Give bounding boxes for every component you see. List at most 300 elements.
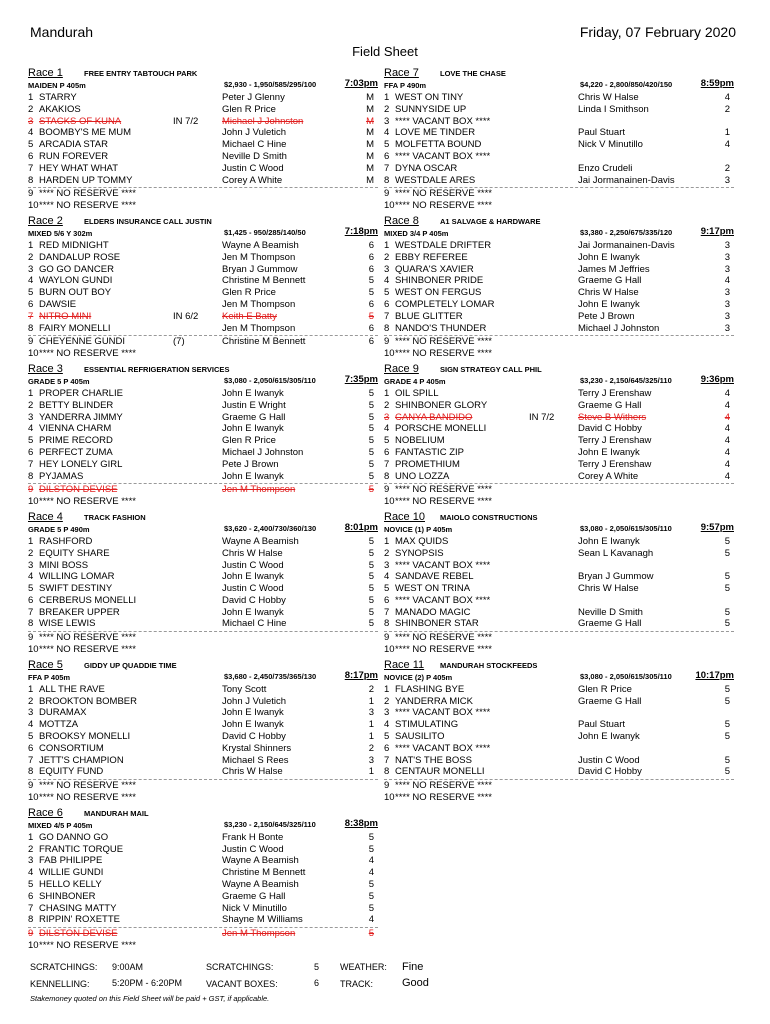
trainer-name: John E Iwanyk [222,470,284,482]
race-header [384,658,734,684]
greyhound-name: AKAKIOS [39,103,81,115]
trainer-name: John J Vuletich [222,127,287,139]
greyhound-name: **** NO RESERVE **** [39,200,136,212]
greyhound-name: FANTASTIC ZIP [395,446,464,458]
greyhound-name: MINI BOSS [39,559,89,571]
greyhound-name: CENTAUR MONELLI [395,766,485,778]
entry-row [384,743,734,755]
entry-row [384,696,734,708]
greyhound-name: **** NO RESERVE **** [39,496,136,508]
entry-row [28,928,378,940]
prior-box: 4 [724,387,730,399]
greyhound-name: **** VACANT BOX **** [395,115,491,127]
race-header [28,658,378,684]
entry-row [384,707,734,719]
entry-row [384,287,734,299]
prior-box: 5 [368,594,374,606]
box-number: 7 [28,606,34,618]
race-time: 8:01pm [344,521,378,533]
greyhound-name: YANDERRA MICK [395,695,473,707]
entry-row [28,175,378,187]
race-time: 9:36pm [700,373,734,385]
entry-row [384,471,734,483]
race-stake: $3,080 - 2,050/615/305/110 [580,671,672,681]
entry-row [28,287,378,299]
prior-box: 4 [724,411,730,423]
trainer-name: Michael J Johnston [222,115,304,127]
trainer-name: Glen R Price [222,103,276,115]
prior-box: 4 [724,139,730,151]
entry-row [384,560,734,572]
greyhound-name: UNO LOZZA [395,470,450,482]
race-class: MIXED 5/6 Y 302m [28,228,93,238]
entry-row [384,188,734,200]
race-header [28,214,378,240]
entry-row [384,755,734,767]
box-number: 2 [28,399,34,411]
box-number: 9 [384,780,390,792]
trainer-name: Paul Stuart [578,127,625,139]
box-number: 3 [384,263,390,275]
box-number: 3 [384,411,390,423]
box-number: 10 [28,940,39,952]
entry-row [384,644,734,656]
prior-box: M [366,103,374,115]
entry-row [28,388,378,400]
trainer-name: Jen M Thompson [222,484,296,496]
box-number: 2 [28,695,34,707]
trainer-name: Graeme G Hall [578,695,642,707]
greyhound-name: DAWSIE [39,298,77,310]
entry-row [28,92,378,104]
box-number: 9 [384,484,390,496]
race-number: Race 11 [384,658,425,671]
box-number: 9 [384,336,390,348]
box-number: 3 [28,707,34,719]
entry-row [28,618,378,630]
trainer-name: Graeme G Hall [578,618,642,630]
prior-box: 4 [724,458,730,470]
race-sponsor: ESSENTIAL REFRIGERATION SERVICES [84,364,230,374]
prior-box: 5 [368,890,374,902]
race-header [384,362,734,388]
entry-row [28,200,378,212]
entry-row [384,536,734,548]
prior-box: 6 [368,251,374,263]
prior-box: 6 [368,336,374,348]
race-class: MAIDEN P 405m [28,81,86,90]
prior-box: 1 [368,766,374,778]
box-number: 6 [28,742,34,754]
trainer-name: Chris W Halse [578,92,639,103]
greyhound-name: MAX QUIDS [395,535,449,547]
box-number: 2 [384,251,390,263]
box-number: 10 [28,496,39,508]
box-number: 2 [28,251,34,263]
box-number: 5 [28,139,34,151]
prior-box: 5 [368,547,374,559]
box-number: 7 [384,162,390,174]
entry-row [384,607,734,619]
box-number: 4 [28,867,34,879]
entry-row [384,766,734,778]
entry-row [28,632,378,644]
box-number: 7 [384,310,390,322]
race-class: GRADE 4 P 405m [384,376,446,386]
trainer-name: Neville D Smith [578,606,643,618]
box-number: 7 [28,310,34,322]
greyhound-name: BROOKSY MONELLI [39,731,131,743]
prior-box: 4 [368,855,374,867]
trainer-name: Bryan J Gummow [222,263,298,275]
greyhound-name: WEST ON FERGUS [395,287,482,299]
race-stake: $3,230 - 2,150/645/325/110 [224,819,316,829]
greyhound-name: BETTY BLINDER [39,399,114,411]
greyhound-name: FRANTIC TORQUE [39,843,124,855]
greyhound-name: CANYA BANDIDO [395,411,473,423]
box-number: 7 [28,162,34,174]
trainer-name: David C Hobby [222,731,286,743]
trainer-name: Justin C Wood [222,559,284,571]
greyhound-name: CONSORTIUM [39,742,104,754]
greyhound-name: OIL SPILL [395,387,439,399]
entry-row [28,755,378,767]
greyhound-name: FLASHING BYE [395,683,465,695]
box-number: 4 [28,275,34,287]
entry-row [384,731,734,743]
greyhound-name: **** NO RESERVE **** [395,780,492,792]
entry-row [28,914,378,926]
greyhound-name: NITRO MINI [39,310,92,322]
race-header [28,362,378,388]
greyhound-name: WILLING LOMAR [39,571,115,583]
box-number: 1 [28,92,34,103]
race-block [28,806,378,952]
race-stake: $3,380 - 2,250/675/335/120 [580,227,673,237]
greyhound-name: CHEYENNE GUNDI [39,336,126,348]
entry-row [28,188,378,200]
greyhound-name: EBBY REFEREE [395,251,468,263]
greyhound-name: WEST ON TRINA [395,583,471,595]
trainer-name: John E Iwanyk [578,251,640,263]
prior-box: 2 [724,103,730,115]
box-number: 1 [384,239,390,251]
race-date: Friday, 07 February 2020 [579,24,736,40]
race-sponsor: GIDDY UP QUADDIE TIME [84,660,177,670]
entry-row [384,484,734,496]
greyhound-name: SUNNYSIDE UP [395,103,467,115]
entries-list [28,684,378,804]
trainer-name: Michael C Hine [222,618,287,630]
trainer-name: John E Iwanyk [578,535,640,547]
box-number: 6 [28,298,34,310]
trainer-name: Michael S Rees [222,754,289,766]
greyhound-name: **** VACANT BOX **** [395,594,491,606]
entry-row [28,879,378,891]
race-stake: $3,620 - 2,400/730/360/130 [224,523,317,533]
trainer-name: Michael J Johnston [222,446,304,458]
box-number: 10 [28,792,39,804]
greyhound-name: ARCADIA STAR [39,139,108,151]
greyhound-name: MOLFETTA BOUND [395,139,482,151]
trainer-name: Terry J Erenshaw [578,435,652,447]
entry-row [28,252,378,264]
race-number: Race 8 [384,214,419,227]
box-number: 7 [28,902,34,914]
greyhound-name: NAT'S THE BOSS [395,754,472,766]
greyhound-name: BURN OUT BOY [39,287,112,299]
prior-box: 5 [368,606,374,618]
entry-row [28,780,378,792]
entries-list [28,832,378,952]
prior-box: 4 [724,423,730,435]
box-number: 4 [384,127,390,139]
trainer-name: Pete J Brown [222,458,279,470]
box-number: 10 [384,792,395,804]
entry-row [28,471,378,483]
race-stake: $1,425 - 950/285/140/50 [224,227,306,237]
prior-box: 3 [724,310,730,322]
greyhound-name: HELLO KELLY [39,879,102,891]
entry-row [384,684,734,696]
greyhound-name: SYNOPSIS [395,547,444,559]
race-block [384,510,734,656]
box-number: 2 [384,399,390,411]
trainer-name: Nick V Minutillo [222,902,287,914]
trainer-name: Michael C Hine [222,139,287,151]
entry-row [28,903,378,915]
trainer-name: John E Iwanyk [222,719,284,731]
trainer-name: Graeme G Hall [222,890,286,902]
kennelling-label: KENNELLING: [30,979,90,989]
prior-box: 6 [368,239,374,251]
trainer-name: Justin E Wright [222,399,286,411]
greyhound-name: **** NO RESERVE **** [39,632,136,644]
entry-row [384,252,734,264]
box-number: 2 [28,547,34,559]
entry-row [28,571,378,583]
box-number: 8 [28,914,34,926]
trainer-name: Terry J Erenshaw [578,387,652,399]
prior-box: 5 [724,535,730,547]
race-time: 8:17pm [344,669,378,681]
entry-row [28,484,378,496]
prior-box: 6 [368,263,374,275]
trainer-name: Christine M Bennett [222,867,306,879]
box-number: 3 [384,707,390,719]
trainer-name: Glen R Price [222,287,276,299]
sheet-title: Field Sheet [352,44,418,59]
entry-row [384,92,734,104]
prior-box: 2 [368,742,374,754]
greyhound-name: DILSTON DEVISE [39,484,118,496]
box-number: 3 [384,115,390,127]
entry-row [28,684,378,696]
trainer-name: Justin C Wood [222,162,284,174]
track-label: TRACK: [340,979,374,989]
entry-row [28,240,378,252]
race-number: Race 10 [384,510,425,523]
trainer-name: Wayne A Beamish [222,855,299,867]
race-time: 9:57pm [700,521,734,533]
greyhound-name: WAYLON GUNDI [39,275,113,287]
entry-row [384,104,734,116]
box-number: 1 [384,683,390,695]
entries-list [28,536,378,656]
box-number: 9 [28,336,34,348]
entry-row [384,792,734,804]
prior-box: 1 [724,127,730,139]
greyhound-name: MOTTZA [39,719,79,731]
prior-box: 5 [724,731,730,743]
race-class: NOVICE (1) P 405m [384,524,453,534]
greyhound-name: **** NO RESERVE **** [395,632,492,644]
box-number: 1 [384,92,390,103]
greyhound-name: **** NO RESERVE **** [39,644,136,656]
race-stake: $3,080 - 2,050/615/305/110 [580,523,672,533]
greyhound-name: **** NO RESERVE **** [395,792,492,804]
entry-row [28,459,378,471]
race-class: GRADE 5 P 490m [28,524,90,534]
entry-row [28,116,378,128]
box-number: 5 [28,879,34,891]
greyhound-name: DANDALUP ROSE [39,251,121,263]
trainer-name: Chris W Halse [578,287,639,299]
trainer-name: John E Iwanyk [578,446,640,458]
track-value: Good [402,977,429,989]
prior-box: 3 [724,322,730,334]
greyhound-name: **** NO RESERVE **** [39,348,136,360]
prior-box: 5 [368,843,374,855]
prior-box: 5 [368,446,374,458]
trainer-name: Wayne A Beamish [222,879,299,891]
trainer-name: Enzo Crudeli [578,162,633,174]
race-sponsor: ELDERS INSURANCE CALL JUSTIN [84,216,212,226]
prior-box: 4 [724,92,730,103]
box-number: 5 [28,287,34,299]
entry-row [384,548,734,560]
trainer-name: Jen M Thompson [222,251,296,263]
trainer-name: Corey A White [222,174,283,186]
trainer-name: Jen M Thompson [222,322,296,334]
prior-box: 5 [724,547,730,559]
box-number: 3 [384,559,390,571]
box-number: 9 [28,188,34,200]
box-number: 9 [28,632,34,644]
trainer-name: John J Vuletich [222,695,287,707]
race-class: FFA P 405m [28,672,71,682]
trainer-name: Corey A White [578,470,639,482]
race-time: 10:17pm [695,669,734,681]
prior-box: 3 [724,287,730,299]
trainer-name: Linda I Smithson [578,103,649,115]
greyhound-name: **** VACANT BOX **** [395,742,491,754]
entry-row [384,139,734,151]
trainer-name: Christine M Bennett [222,336,306,348]
prior-box: 5 [724,683,730,695]
trainer-name: Justin C Wood [222,843,284,855]
box-number: 1 [384,535,390,547]
vacant-boxes-count: 6 [314,978,320,988]
prior-box: 5 [368,618,374,630]
entry-row [384,151,734,163]
prior-box: 5 [368,275,374,287]
trainer-name: Chris W Halse [578,583,639,595]
entry-row [384,336,734,348]
entry-row [384,163,734,175]
prior-box: 5 [724,719,730,731]
prior-box: 3 [368,707,374,719]
race-header [28,66,378,92]
greyhound-name: GO DANNO GO [39,831,109,843]
greyhound-name: SHINBONER STAR [395,618,479,630]
greyhound-name: WEST ON TINY [395,92,464,103]
prior-box: 1 [368,695,374,707]
race-time: 7:03pm [344,78,378,89]
greyhound-name: VIENNA CHARM [39,423,112,435]
race-block [384,362,734,508]
greyhound-name: EQUITY FUND [39,766,104,778]
box-number: 8 [384,322,390,334]
trainer-name: Shayne M Williams [222,914,303,926]
disclaimer: Stakemoney quoted on this Field Sheet will be paid + GST, if applicable. [30,994,270,1003]
race-number: Race 7 [384,67,419,79]
greyhound-name: HEY WHAT WHAT [39,162,118,174]
trainer-name: John E Iwanyk [222,571,284,583]
greyhound-name: RED MIDNIGHT [39,239,109,251]
prior-box: 3 [724,251,730,263]
box-number: 7 [28,458,34,470]
entry-row [28,719,378,731]
entry-row [28,139,378,151]
entry-note: IN 6/2 [173,310,199,322]
prior-box: 5 [368,583,374,595]
trainer-name: David C Hobby [222,594,286,606]
race-block [384,658,734,804]
prior-box: M [366,162,374,174]
entry-row [28,423,378,435]
entry-row [384,632,734,644]
trainer-name: David C Hobby [578,423,642,435]
trainer-name: John E Iwanyk [222,606,284,618]
greyhound-name: SAUSILITO [395,731,445,743]
trainer-name: Chris W Halse [222,766,283,778]
entry-note: IN 7/2 [529,411,555,423]
entry-row [28,855,378,867]
greyhound-name: WILLIE GUNDI [39,867,104,879]
box-number: 1 [28,535,34,547]
right-column [384,66,734,806]
entry-row [28,127,378,139]
box-number: 4 [384,423,390,435]
box-number: 1 [28,387,34,399]
greyhound-name: ALL THE RAVE [39,683,105,695]
greyhound-name: **** NO RESERVE **** [39,792,136,804]
greyhound-name: FAIRY MONELLI [39,322,111,334]
greyhound-name: LOVE ME TINDER [395,127,476,139]
race-number: Race 9 [384,362,419,375]
prior-box: 4 [724,446,730,458]
race-sponsor: MAIOLO CONSTRUCTIONS [440,512,538,522]
greyhound-name: HEY LONELY GIRL [39,458,123,470]
prior-box: 5 [724,583,730,595]
weather-label: WEATHER: [340,962,387,972]
box-number: 6 [384,594,390,606]
entry-row [384,299,734,311]
entry-row [384,780,734,792]
greyhound-name: **** NO RESERVE **** [39,780,136,792]
box-number: 2 [28,103,34,115]
